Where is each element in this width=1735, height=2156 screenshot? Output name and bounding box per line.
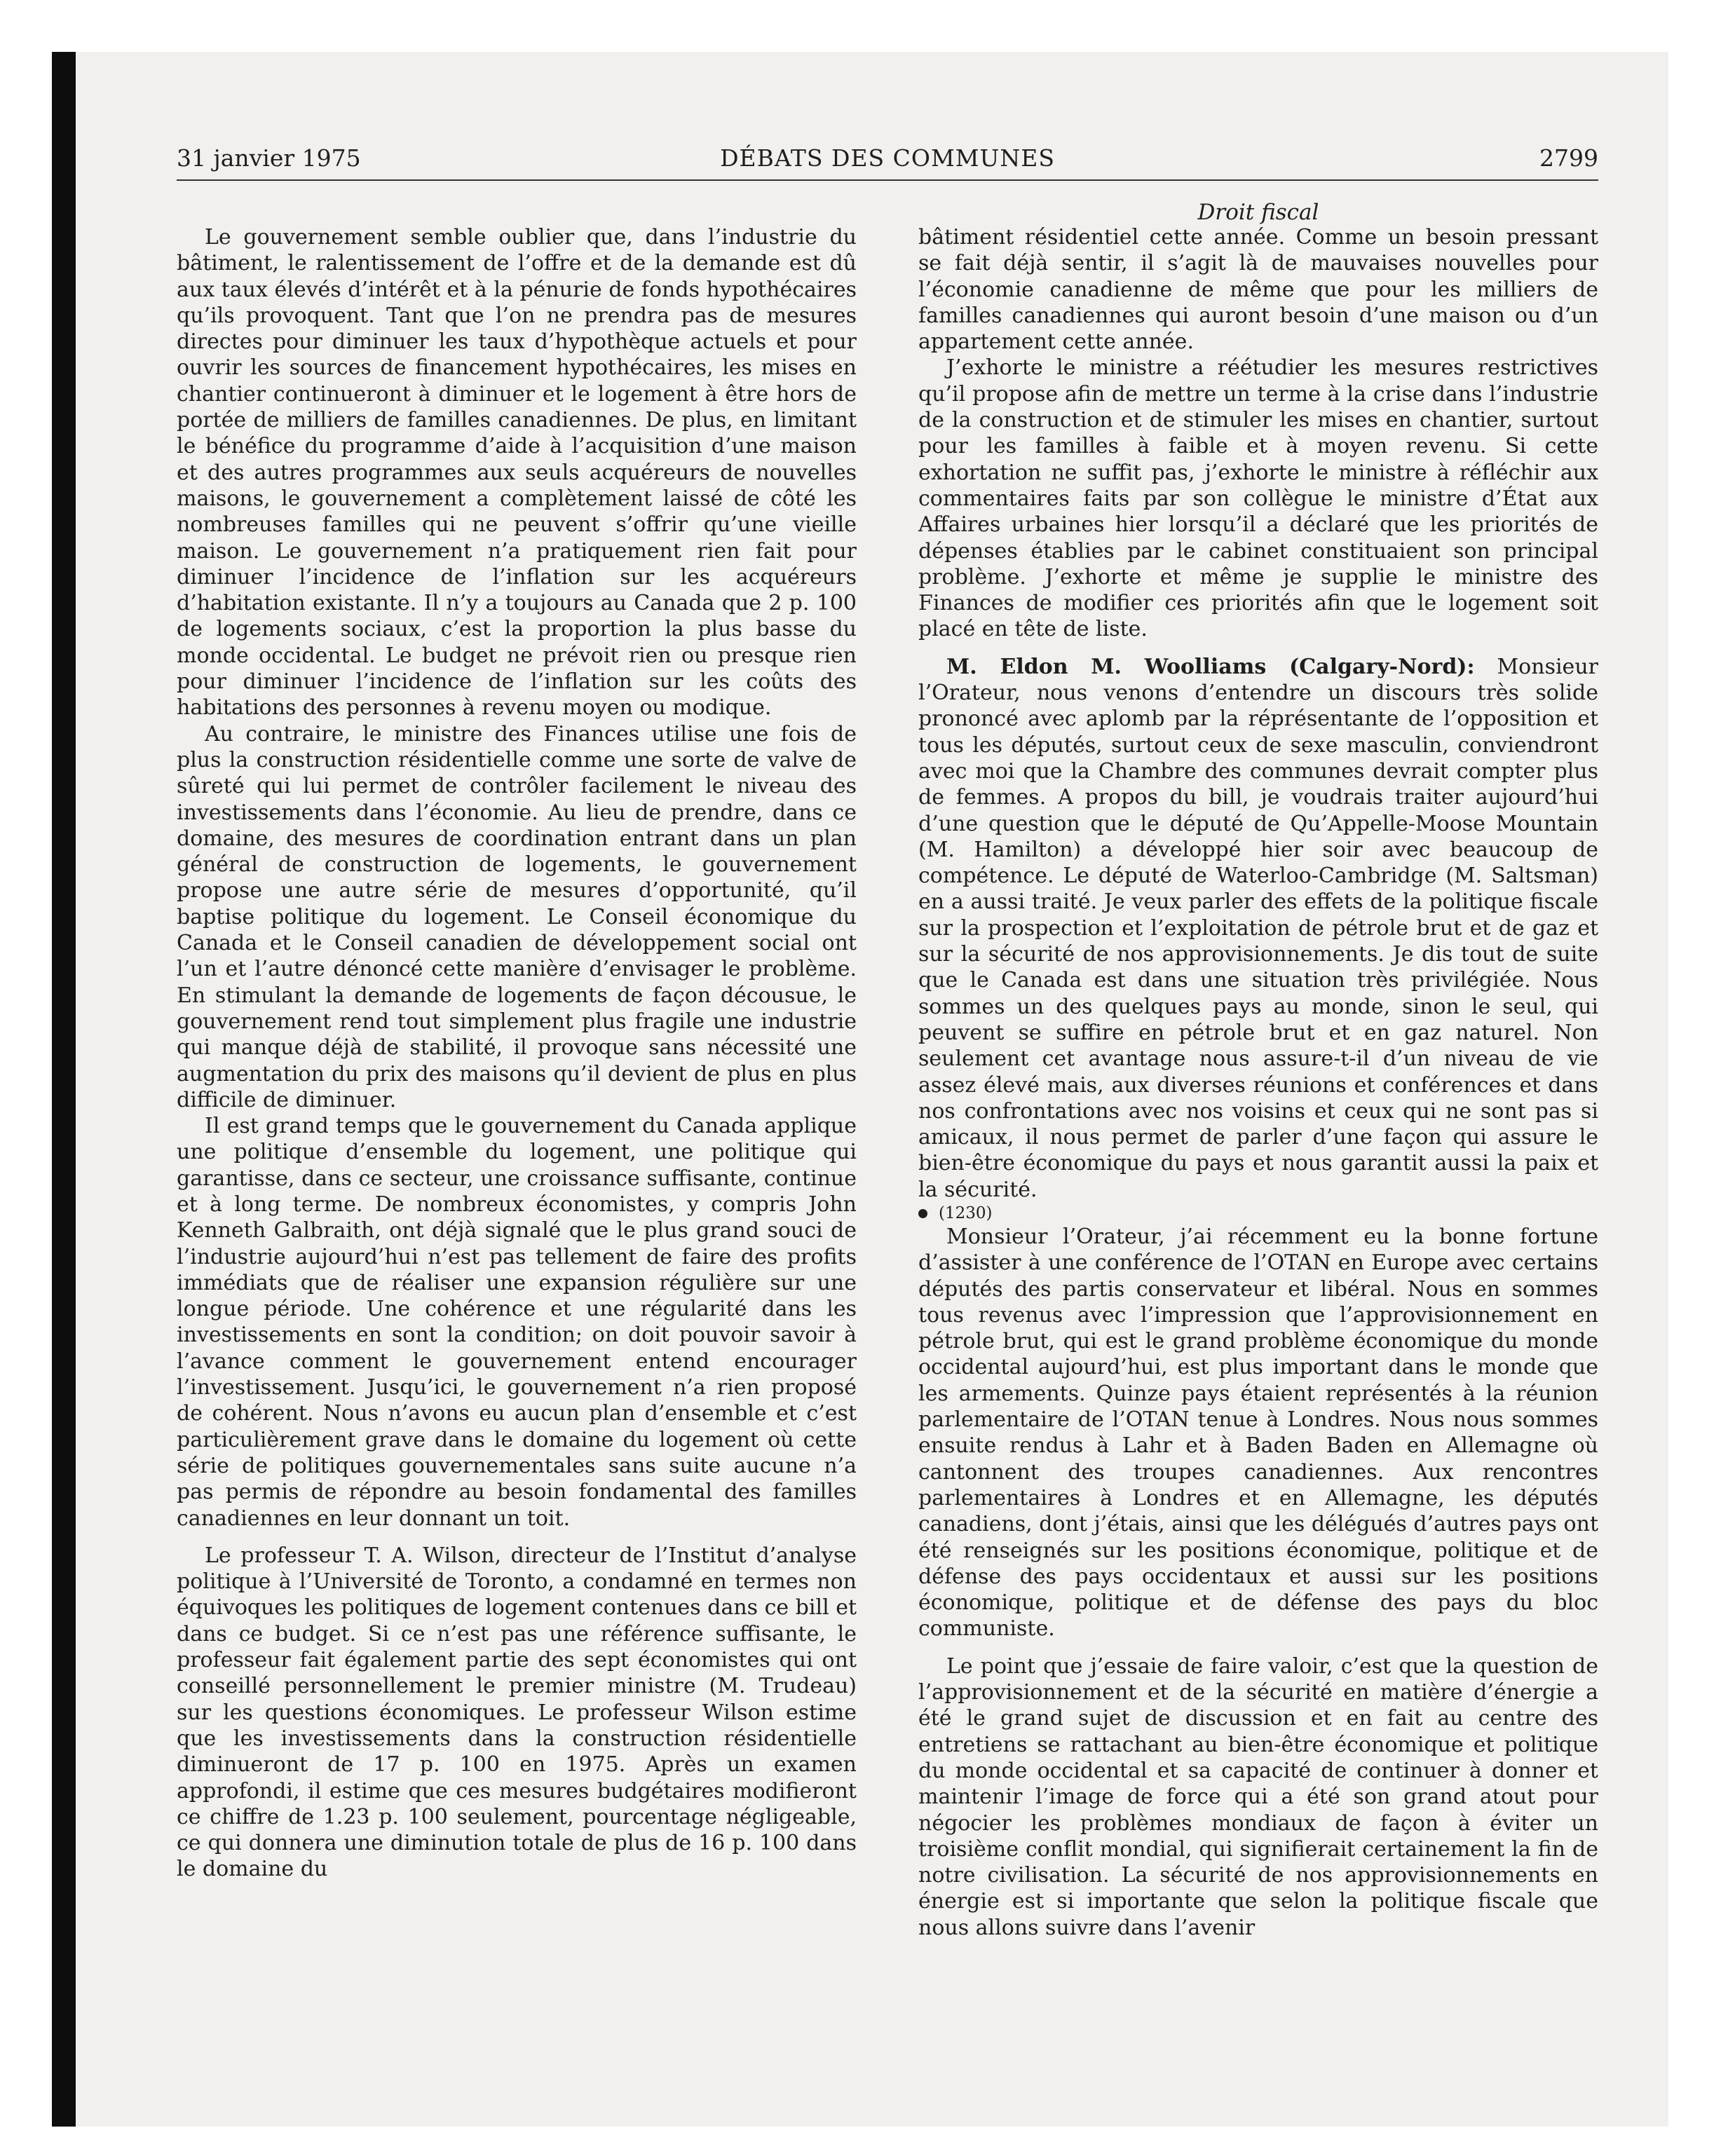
- header-title: DÉBATS DES COMMUNES: [720, 144, 1055, 172]
- section-title: Droit fiscal: [1197, 200, 1319, 225]
- header-page-number: 2799: [1539, 144, 1598, 172]
- paragraph: Au contraire, le ministre des Finances utilise une fois de plus la construction résidentielle comme une sorte de valve de sûreté qui lui permet de contrôler facilement le niveau des investissements dans l’économie. Au lieu de prendre, dans ce domaine, des mesures de coordination entrant dans un plan général de construction de logements, le gouvernement propose une autre série de mesures d’opportunité, qu’il baptise politique du logement. Le Conseil économique du Canada et le Conseil canadien de développement social ont l’un et l’autre dénoncé cette manière d’envisager le problème. En stimulant la demande de logements de façon décousue, le gouvernement rend tout simplement plus fragile une industrie qui manque déjà de stabilité, il provoque sans nécessité une augmentation du prix des maisons qu’il devient de plus en plus difficile de diminuer.: [177, 721, 857, 1112]
- paragraph: bâtiment résidentiel cette année. Comme un besoin pressant se fait déjà sentir, il s’agit là de mauvaises nouvelles pour l’économie canadienne de même que pour les milliers de familles canadiennes qui auront besoin d’une maison ou d’un appartement cette année.: [918, 225, 1598, 355]
- page-header: [177, 143, 1598, 181]
- paragraph: Il est grand temps que le gouvernement du Canada applique une politique d’ensemble du logement, une politique qui garantisse, dans ce secteur, une croissance suffisante, continue et à long terme. De nombreux économistes, y compris John Kenneth Galbraith, ont déjà signalé que le plus grand souci de l’industrie aujourd’hui n’est pas tellement de faire des profits immédiats que de réaliser une expansion régulière sur une longue période. Une cohérence et une régularité dans les investissements en sont la condition; on doit pouvoir savoir à l’avance comment le gouvernement entend encourager l’investissement. Jusqu’ici, le gouvernement n’a rien proposé de cohérent. Nous n’avons eu aucun plan d’ensemble et c’est particulièrement grave dans le domaine du logement où cette série de politiques gouvernementales sans suite aucune n’a pas permis de répondre au besoin fondamental des familles canadiennes en leur donnant un toit.: [177, 1114, 857, 1531]
- time-stamp: [918, 1203, 1598, 1224]
- right-column: [918, 200, 1598, 1941]
- paragraph: Le professeur T. A. Wilson, directeur de l’Institut d’analyse politique à l’Université de Toronto, a condamné en termes non équivoques les politiques de logement contenues dans ce bill et dans ce budget. Si ce n’est pas une référence suffisante, le professeur fait également partie des sept économistes qui ont conseillé personnellement le premier ministre (M. Trudeau) sur les questions économiques. Le professeur Wilson estime que les investissements dans la construction résidentielle diminueront de 17 p. 100 en 1975. Après un examen approfondi, il estime que ces mesures budgétaires modifieront ce chiffre de 1.23 p. 100 seulement, pourcentage négligeable, ce qui donnera une diminution totale de plus de 16 p. 100 dans le domaine du: [177, 1543, 857, 1882]
- speech-paragraph: [918, 654, 1598, 1203]
- scan-edge-bar: [52, 52, 76, 2127]
- time-stamp-text: (1230): [939, 1203, 993, 1222]
- header-date: 31 janvier 1975: [177, 144, 361, 172]
- speaker-name: M. Eldon M. Woolliams (Calgary-Nord):: [946, 654, 1475, 679]
- paragraph: J’exhorte le ministre a réétudier les mesures restrictives qu’il propose afin de mettre un terme à la crise dans l’industrie de la construction et de stimuler les mises en chantier, surtout pour les familles à faible et à moyen revenu. Si cette exhortation ne suffit pas, j’exhorte le ministre à réfléchir aux commentaires faits par son collègue le ministre d’État aux Affaires urbaines hier lorsqu’il a déclaré que les priorités de dépenses établies par le cabinet constituaient son principal problème. J’exhorte et même je supplie le ministre des Finances de modifier ces priorités afin que le logement soit placé en tête de liste.: [918, 355, 1598, 642]
- left-column: [177, 224, 857, 1883]
- speech-text: Monsieur l’Orateur, nous venons d’entendre un discours très solide prononcé avec aplomb par la réprésentante de l’opposition et tous les députés, surtout ceux de sexe masculin, conviendront avec moi que la Chambre des communes devrait compter plus de femmes. A propos du bill, je voudrais traiter aujourd’hui d’une question que le député de Qu’Appelle-Moose Mountain (M. Hamilton) a développé hier soir avec beaucoup de compétence. Le député de Waterloo-Cambridge (M. Saltsman) en a aussi traité. Je veux parler des effets de la politique fiscale sur la prospection et l’exploitation de pétrole brut et de gaz et sur la sécurité de nos approvisionnements. Je dis tout de suite que le Canada est dans une situation très privilégiée. Nous sommes un des quelques pays au monde, sinon le seul, qui peuvent se suffire en pétrole brut et en gaz naturel. Non seulement cet avantage nous assure-t-il d’un niveau de vie assez élevé mais, aux diverses réunions et conférences et dans nos confrontations avec nos voisins et ceux qui ne sont pas si amicaux, il nous permet de parler d’une façon qui assure le bien-être économique du pays et nous garantit aussi la paix et la sécurité.: [918, 654, 1598, 1202]
- paragraph: Le gouvernement semble oublier que, dans l’industrie du bâtiment, le ralentissement de l’offre et de la demande est dû aux taux élevés d’intérêt et à la pénurie de fonds hypothécaires qu’ils provoquent. Tant que l’on ne prendra pas de mesures directes pour diminuer les taux d’hypothèque actuels et pour ouvrir les sources de financement hypothécaires, les mises en chantier continueront à diminuer et le logement à être hors de portée de milliers de familles canadiennes. De plus, en limitant le bénéfice du programme d’aide à l’acquisition d’une maison et des autres programmes aux seuls acquéreurs de nouvelles maisons, le gouvernement a complètement laissé de côté les nombreuses familles qui ne peuvent s’offrir qu’une vieille maison. Le gouvernement n’a pratiquement rien fait pour diminuer l’incidence de l’inflation sur les acquéreurs d’habitation existante. Il n’y a toujours au Canada que 2 p. 100 de logements sociaux, c’est la proportion la plus basse du monde occidental. Le budget ne prévoit rien ou presque rien pour diminuer l’incidence de l’inflation sur les coûts des habitations des personnes à revenu moyen ou modique.: [177, 225, 857, 721]
- paragraph: Monsieur l’Orateur, j’ai récemment eu la bonne fortune d’assister à une conférence de l’OTAN en Europe avec certains députés des partis conservateur et libéral. Nous en sommes tous revenus avec l’impression que l’approvisionnement en pétrole brut, qui est le grand problème économique du monde occidental aujourd’hui, est plus important dans le monde que les armements. Quinze pays étaient représentés à la réunion parlementaire de l’OTAN tenue à Londres. Nous nous sommes ensuite rendus à Lahr et à Baden Baden en Allemagne où cantonnent des troupes canadiennes. Aux rencontres parlementaires à Londres et en Allemagne, les députés canadiens, dont j’étais, ainsi que les délégués d’autres pays ont été renseignés sur les positions économique, politique et de défense des pays occidentaux et aussi sur les positions économique, politique et de défense des pays du bloc communiste.: [918, 1224, 1598, 1642]
- paragraph: Le point que j’essaie de faire valoir, c’est que la question de l’approvisionnement et de la sécurité en matière d’énergie a été le grand sujet de discussion et en fait au centre des entretiens se rattachant au bien-être économique et politique du monde occidental et sa capacité de continuer à donner et maintenir l’image de force qui a été son grand atout pour négocier les problèmes mondiaux de façon à éviter un troisième conflit mondial, qui signifierait certainement la fin de notre civilisation. La sécurité de nos approvisionnements en énergie est si importante que selon la politique fiscale que nous allons suivre dans l’avenir: [918, 1653, 1598, 1940]
- bullet-icon: [918, 1209, 927, 1218]
